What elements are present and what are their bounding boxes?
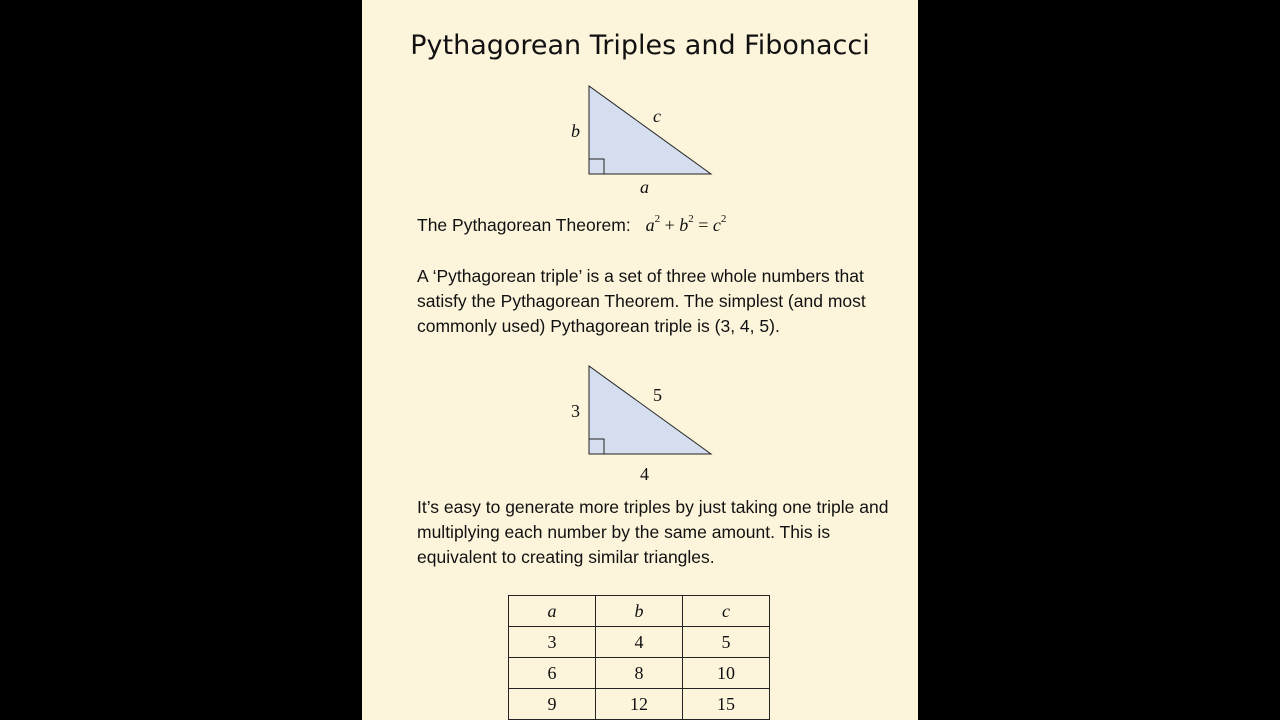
side-c-label: c [653,106,661,126]
generic-right-triangle [557,78,727,197]
table-cell: 5 [683,627,770,658]
table-cell: 6 [509,658,596,689]
document-page [362,0,918,720]
table-header-row [509,596,770,627]
theorem-label: The Pythagorean Theorem: [417,215,631,235]
table-cell: 4 [596,627,683,658]
formula-plus: + [664,215,675,235]
page-title: Pythagorean Triples and Fibonacci [410,30,870,61]
table-row [509,627,770,658]
side-4-label: 4 [640,464,649,484]
side-b-label: b [571,121,580,141]
paragraph-pythagorean-triple: A ‘Pythagorean triple’ is a set of three whole numbers that satisfy the Pythagorean Theorem. The simplest (and most commonly used) Pythagorean triple is (3, 4, 5). [417,266,866,336]
formula-a: a [645,215,655,235]
triangle-shape [589,366,711,454]
header-a: a [509,596,596,627]
formula-c: c [712,215,721,235]
table-cell: 9 [509,689,596,720]
formula-equals: = [698,215,709,235]
table-cell: 12 [596,689,683,720]
table-cell: 15 [683,689,770,720]
triangle-shape [589,86,711,174]
triples-table [508,595,770,720]
side-3-label: 3 [571,401,580,421]
formula-a-exponent: 2 [654,213,661,225]
table-row [509,658,770,689]
theorem-formula [646,215,727,235]
table-cell: 10 [683,658,770,689]
table-row [509,689,770,720]
formula-b: b [679,215,689,235]
theorem-line [417,213,726,236]
side-a-label: a [640,177,649,197]
paragraph-generate-triples: It’s easy to generate more triples by just taking one triple and multiplying each number by the same amount. This is equivalent to creating similar triangles. [417,497,889,567]
header-c: c [683,596,770,627]
header-b: b [596,596,683,627]
side-5-label: 5 [653,385,662,405]
table-cell: 8 [596,658,683,689]
formula-c-exponent: 2 [720,213,727,225]
table-cell: 3 [509,627,596,658]
triangle-3-4-5 [557,358,727,484]
formula-b-exponent: 2 [688,213,694,225]
